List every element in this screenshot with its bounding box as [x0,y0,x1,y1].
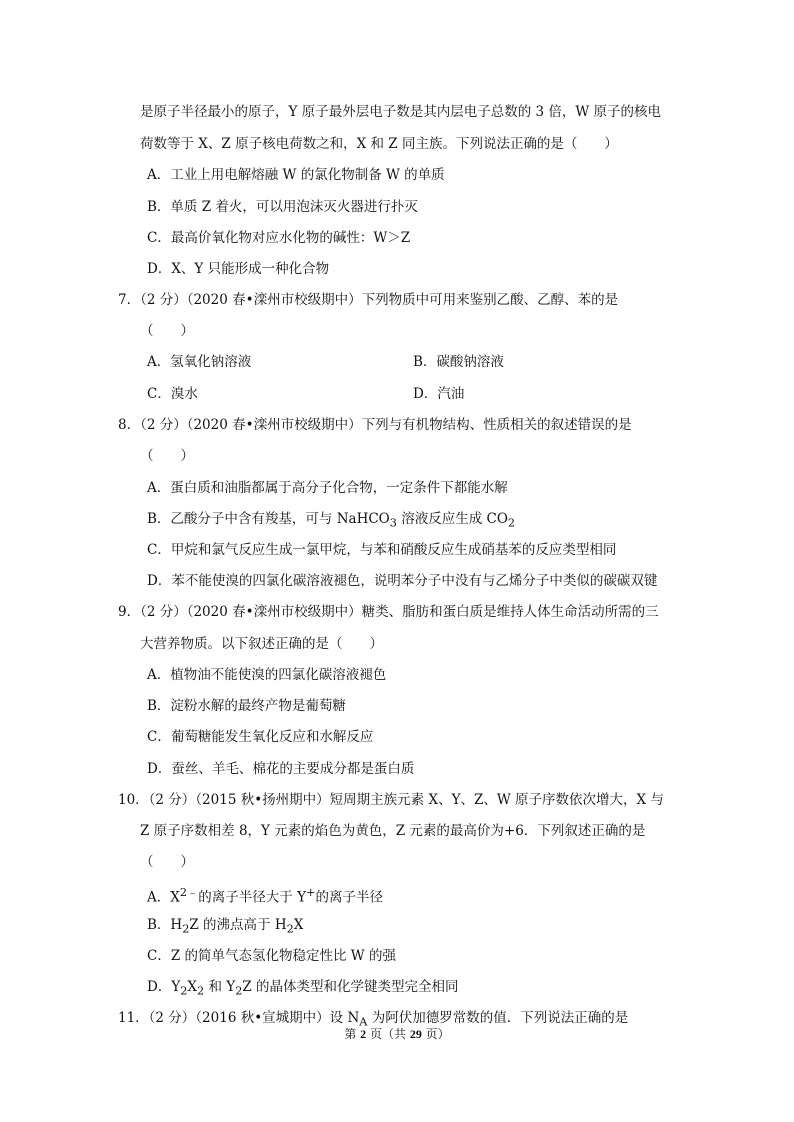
subscript: 2 [235,984,243,998]
superscript: 2﹣ [179,886,199,899]
footer-text: 页） [421,1027,450,1041]
q9-option-b: B．淀粉水解的最终产物是葡萄糖 [147,698,346,714]
subscript: 2 [507,516,516,530]
subscript: 2 [180,984,188,998]
q10-option-a-text: 的离子半径 [315,889,383,906]
q10-option-b-text: Z 的沸点高于 H [189,917,287,933]
q8-option-c: C．甲烷和氯气反应生成一氯甲烷，与苯和硝酸反应生成硝基苯的反应类型相同 [147,542,617,558]
q10-stem-line1: 10．（2 分）（2015 秋•扬州期中）短周期主族元素 X、Y、Z、W 原子序数依次增大，X 与 [118,792,664,808]
q10-answer-paren: （ ） [140,854,194,870]
footer-text: 页（共 [366,1027,410,1041]
subscript: 2 [182,922,190,936]
q7-answer-paren: （ ） [140,323,194,339]
subscript: 2 [197,984,205,998]
q7-stem: 7．（2 分）（2020 春•滦州市校级期中）下列物质中可用来鉴别乙酸、乙醇、苯的是 [118,292,619,308]
q10-option-d-text: D．Y [147,979,181,995]
q10-option-c: C．Z 的简单气态氢化物稳定性比 W 的强 [147,948,396,964]
q10-option-b [147,915,303,940]
q10-option-a-text: 的离子半径大于 Y [198,889,307,906]
subscript: 2 [286,922,294,936]
q7-option-b: B．碳酸钠溶液 [413,354,504,370]
q8-option-b [147,509,515,534]
q7-option-a: A．氢氧化钠溶液 [147,354,252,370]
q11-stem-text: 11．（2 分）（2016 秋•宣城期中）设 N [118,1010,360,1026]
q6-stem-line2: 荷数等于 X、Z 原子核电荷数之和，X 和 Z 同主族。下列说法正确的是（ ） [140,136,618,152]
q11-stem-text: 为阿伏加德罗常数的值．下列说法正确的是 [367,1010,629,1026]
q8-answer-paren: （ ） [140,448,194,464]
q10-option-d [147,977,459,1002]
q10-option-d-text: Z 的晶体类型和化学键类型完全相同 [242,979,459,995]
q6-option-b: B．单质 Z 着火，可以用泡沫灭火器进行扑灭 [147,199,418,215]
q10-option-a-text: A．X [147,889,180,906]
q8-option-a: A．蛋白质和油脂都属于高分子化合物，一定条件下都能水解 [147,480,508,496]
q7-option-c: C．溴水 [147,386,198,402]
q10-option-b-text: B．H [147,917,183,933]
q8-option-b-text: B．乙酸分子中含有羧基，可与 NaHCO [147,511,390,527]
footer-text: 第 [344,1027,361,1041]
q8-option-b-text: 溶液反应生成 CO [396,511,508,527]
total-pages: 29 [409,1027,422,1041]
q10-option-b-text: X [293,917,304,933]
page-number: 2 [360,1027,367,1041]
q6-option-c: C．最高价氧化物对应水化物的碱性：W＞Z [147,230,411,246]
q9-stem-line1: 9．（2 分）（2020 春•滦州市校级期中）糖类、脂肪和蛋白质是维持人体生命活动所需的三 [118,604,659,620]
q10-option-d-text: 和 Y [204,979,236,995]
subscript: 3 [389,516,397,530]
q6-option-d: D．X、Y 只能形成一种化合物 [147,261,330,277]
q10-stem-line2: Z 原子序数相差 8，Y 元素的焰色为黄色，Z 元素的最高价为+6．下列叙述正确的是 [140,823,646,839]
subscript: A [359,1015,368,1029]
q9-stem-line2: 大营养物质。以下叙述正确的是（ ） [140,636,383,652]
q10-option-a [147,883,383,908]
q6-option-a: A．工业上用电解熔融 W 的氯化物制备 W 的单质 [147,167,445,183]
page-footer [0,1026,794,1042]
q7-option-d: D．汽油 [413,386,465,402]
q8-option-d: D．苯不能使溴的四氯化碳溶液褪色，说明苯分子中没有与乙烯分子中类似的碳碳双键 [147,573,658,589]
q8-stem: 8．（2 分）（2020 春•滦州市校级期中）下列与有机物结构、性质相关的叙述错误的是 [118,417,632,433]
q6-stem-line1: 是原子半径最小的原子，Y 原子最外层电子数是其内层电子总数的 3 倍，W 原子的核电 [140,104,662,120]
q10-option-d-text: X [187,979,198,995]
q9-option-a: A．植物油不能使溴的四氯化碳溶液褪色 [147,667,387,683]
q9-option-d: D．蚕丝、羊毛、棉花的主要成分都是蛋白质 [147,761,415,777]
superscript: + [306,886,316,899]
q9-option-c: C．葡萄糖能发生氧化反应和水解反应 [147,729,374,745]
